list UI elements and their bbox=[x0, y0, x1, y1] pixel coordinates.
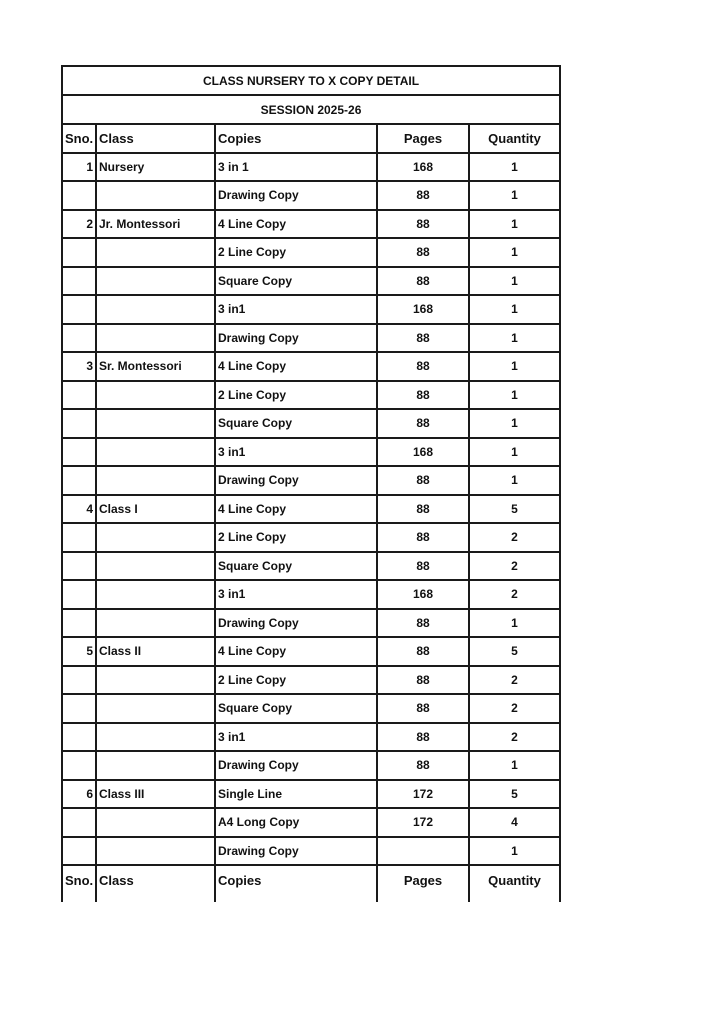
table-row bbox=[62, 238, 560, 267]
cell-class bbox=[96, 238, 215, 267]
cell-quantity: 2 bbox=[469, 694, 560, 723]
cell-class: Nursery bbox=[96, 153, 215, 182]
table-row bbox=[62, 324, 560, 353]
cell-pages: 88 bbox=[377, 409, 469, 438]
table-row bbox=[62, 352, 560, 381]
cell-sno bbox=[62, 751, 96, 780]
cell-pages: 88 bbox=[377, 552, 469, 581]
cell-class bbox=[96, 295, 215, 324]
table-row bbox=[62, 780, 560, 809]
copy-detail-table bbox=[61, 65, 561, 902]
cell-class bbox=[96, 580, 215, 609]
cell-quantity: 1 bbox=[469, 438, 560, 467]
cell-quantity: 1 bbox=[469, 238, 560, 267]
header-pages: Pages bbox=[377, 124, 469, 153]
cell-copies: A4 Long Copy bbox=[215, 808, 377, 837]
header-sno: Sno. bbox=[62, 124, 96, 153]
cell-copies: 2 Line Copy bbox=[215, 523, 377, 552]
cell-quantity: 1 bbox=[469, 409, 560, 438]
cell-sno bbox=[62, 181, 96, 210]
cell-quantity: 5 bbox=[469, 495, 560, 524]
cell-pages: 88 bbox=[377, 666, 469, 695]
table-row bbox=[62, 181, 560, 210]
table-row bbox=[62, 723, 560, 752]
cell-quantity: 1 bbox=[469, 381, 560, 410]
cell-quantity: 1 bbox=[469, 837, 560, 866]
cell-class bbox=[96, 324, 215, 353]
footer-copies: Copies bbox=[215, 865, 377, 902]
cell-pages: 168 bbox=[377, 295, 469, 324]
cell-pages: 88 bbox=[377, 267, 469, 296]
session-label: SESSION 2025-26 bbox=[62, 95, 560, 124]
cell-class bbox=[96, 267, 215, 296]
cell-class bbox=[96, 609, 215, 638]
cell-pages: 88 bbox=[377, 751, 469, 780]
table-row bbox=[62, 153, 560, 182]
cell-sno bbox=[62, 381, 96, 410]
cell-copies: 2 Line Copy bbox=[215, 666, 377, 695]
table-row bbox=[62, 523, 560, 552]
cell-pages: 88 bbox=[377, 723, 469, 752]
cell-pages: 172 bbox=[377, 780, 469, 809]
cell-quantity: 1 bbox=[469, 210, 560, 239]
cell-sno: 6 bbox=[62, 780, 96, 809]
table-row bbox=[62, 637, 560, 666]
cell-class: Class III bbox=[96, 780, 215, 809]
table-row bbox=[62, 295, 560, 324]
cell-quantity: 1 bbox=[469, 751, 560, 780]
cell-copies: Square Copy bbox=[215, 267, 377, 296]
cell-quantity: 2 bbox=[469, 552, 560, 581]
cell-pages: 88 bbox=[377, 637, 469, 666]
cell-class bbox=[96, 837, 215, 866]
cell-sno bbox=[62, 580, 96, 609]
cell-sno: 1 bbox=[62, 153, 96, 182]
cell-pages: 168 bbox=[377, 580, 469, 609]
table-row bbox=[62, 409, 560, 438]
cell-pages: 88 bbox=[377, 352, 469, 381]
cell-quantity: 1 bbox=[469, 295, 560, 324]
cell-class bbox=[96, 409, 215, 438]
table-row bbox=[62, 495, 560, 524]
cell-copies: 4 Line Copy bbox=[215, 352, 377, 381]
header-copies: Copies bbox=[215, 124, 377, 153]
table-row bbox=[62, 580, 560, 609]
cell-sno bbox=[62, 808, 96, 837]
cell-quantity: 2 bbox=[469, 523, 560, 552]
header-class: Class bbox=[96, 124, 215, 153]
table-row bbox=[62, 837, 560, 866]
header-quantity: Quantity bbox=[469, 124, 560, 153]
table-row bbox=[62, 751, 560, 780]
cell-class bbox=[96, 466, 215, 495]
cell-pages: 168 bbox=[377, 153, 469, 182]
cell-sno bbox=[62, 409, 96, 438]
cell-copies: Drawing Copy bbox=[215, 181, 377, 210]
cell-sno bbox=[62, 694, 96, 723]
cell-pages: 88 bbox=[377, 694, 469, 723]
cell-sno bbox=[62, 666, 96, 695]
table-row bbox=[62, 808, 560, 837]
cell-quantity: 5 bbox=[469, 780, 560, 809]
cell-pages: 88 bbox=[377, 466, 469, 495]
cell-copies: 3 in 1 bbox=[215, 153, 377, 182]
cell-sno: 4 bbox=[62, 495, 96, 524]
cell-sno: 3 bbox=[62, 352, 96, 381]
cell-copies: 4 Line Copy bbox=[215, 495, 377, 524]
cell-quantity: 2 bbox=[469, 723, 560, 752]
cell-quantity: 2 bbox=[469, 666, 560, 695]
cell-copies: 2 Line Copy bbox=[215, 381, 377, 410]
cell-class bbox=[96, 723, 215, 752]
cell-sno bbox=[62, 295, 96, 324]
cell-class bbox=[96, 666, 215, 695]
cell-copies: Drawing Copy bbox=[215, 751, 377, 780]
cell-quantity: 4 bbox=[469, 808, 560, 837]
cell-sno bbox=[62, 837, 96, 866]
cell-copies: Drawing Copy bbox=[215, 609, 377, 638]
cell-sno bbox=[62, 723, 96, 752]
footer-class: Class bbox=[96, 865, 215, 902]
cell-sno bbox=[62, 523, 96, 552]
cell-pages: 168 bbox=[377, 438, 469, 467]
cell-quantity: 1 bbox=[469, 466, 560, 495]
cell-sno bbox=[62, 267, 96, 296]
table-row bbox=[62, 666, 560, 695]
cell-quantity: 1 bbox=[469, 153, 560, 182]
cell-copies: 4 Line Copy bbox=[215, 637, 377, 666]
sheet-title: CLASS NURSERY TO X COPY DETAIL bbox=[62, 66, 560, 95]
table-row bbox=[62, 609, 560, 638]
cell-quantity: 1 bbox=[469, 267, 560, 296]
cell-pages: 88 bbox=[377, 210, 469, 239]
cell-sno bbox=[62, 324, 96, 353]
header-row bbox=[62, 124, 560, 153]
cell-class bbox=[96, 381, 215, 410]
cell-sno bbox=[62, 238, 96, 267]
cell-quantity: 1 bbox=[469, 352, 560, 381]
cell-class bbox=[96, 808, 215, 837]
cell-copies: Square Copy bbox=[215, 694, 377, 723]
table-row bbox=[62, 694, 560, 723]
cell-pages bbox=[377, 837, 469, 866]
cell-class bbox=[96, 751, 215, 780]
cell-copies: 3 in1 bbox=[215, 295, 377, 324]
table-row bbox=[62, 267, 560, 296]
cell-copies: Drawing Copy bbox=[215, 837, 377, 866]
session-row bbox=[62, 95, 560, 124]
table-row bbox=[62, 210, 560, 239]
footer-pages: Pages bbox=[377, 865, 469, 902]
cell-copies: 3 in1 bbox=[215, 580, 377, 609]
cell-pages: 88 bbox=[377, 238, 469, 267]
cell-sno bbox=[62, 438, 96, 467]
cell-copies: Drawing Copy bbox=[215, 466, 377, 495]
cell-sno bbox=[62, 552, 96, 581]
cell-copies: Drawing Copy bbox=[215, 324, 377, 353]
cell-pages: 88 bbox=[377, 609, 469, 638]
cell-class bbox=[96, 438, 215, 467]
footer-quantity: Quantity bbox=[469, 865, 560, 902]
footer-sno: Sno. bbox=[62, 865, 96, 902]
cell-copies: 3 in1 bbox=[215, 438, 377, 467]
cell-sno bbox=[62, 466, 96, 495]
cell-sno bbox=[62, 609, 96, 638]
cell-pages: 88 bbox=[377, 181, 469, 210]
cell-copies: Square Copy bbox=[215, 409, 377, 438]
cell-class bbox=[96, 694, 215, 723]
cell-quantity: 1 bbox=[469, 324, 560, 353]
copy-detail-sheet bbox=[61, 65, 559, 902]
cell-class: Class I bbox=[96, 495, 215, 524]
table-row bbox=[62, 381, 560, 410]
footer-header-row bbox=[62, 865, 560, 902]
cell-copies: 3 in1 bbox=[215, 723, 377, 752]
table-row bbox=[62, 438, 560, 467]
cell-class bbox=[96, 181, 215, 210]
cell-copies: Square Copy bbox=[215, 552, 377, 581]
cell-sno: 2 bbox=[62, 210, 96, 239]
cell-quantity: 2 bbox=[469, 580, 560, 609]
cell-pages: 88 bbox=[377, 381, 469, 410]
cell-class: Jr. Montessori bbox=[96, 210, 215, 239]
cell-class: Sr. Montessori bbox=[96, 352, 215, 381]
cell-pages: 88 bbox=[377, 324, 469, 353]
cell-quantity: 1 bbox=[469, 181, 560, 210]
table-row bbox=[62, 552, 560, 581]
cell-quantity: 1 bbox=[469, 609, 560, 638]
cell-pages: 88 bbox=[377, 495, 469, 524]
cell-pages: 172 bbox=[377, 808, 469, 837]
cell-quantity: 5 bbox=[469, 637, 560, 666]
cell-class bbox=[96, 523, 215, 552]
cell-pages: 88 bbox=[377, 523, 469, 552]
table-row bbox=[62, 466, 560, 495]
cell-class bbox=[96, 552, 215, 581]
cell-copies: Single Line bbox=[215, 780, 377, 809]
title-row bbox=[62, 66, 560, 95]
cell-sno: 5 bbox=[62, 637, 96, 666]
cell-copies: 2 Line Copy bbox=[215, 238, 377, 267]
cell-class: Class II bbox=[96, 637, 215, 666]
cell-copies: 4 Line Copy bbox=[215, 210, 377, 239]
